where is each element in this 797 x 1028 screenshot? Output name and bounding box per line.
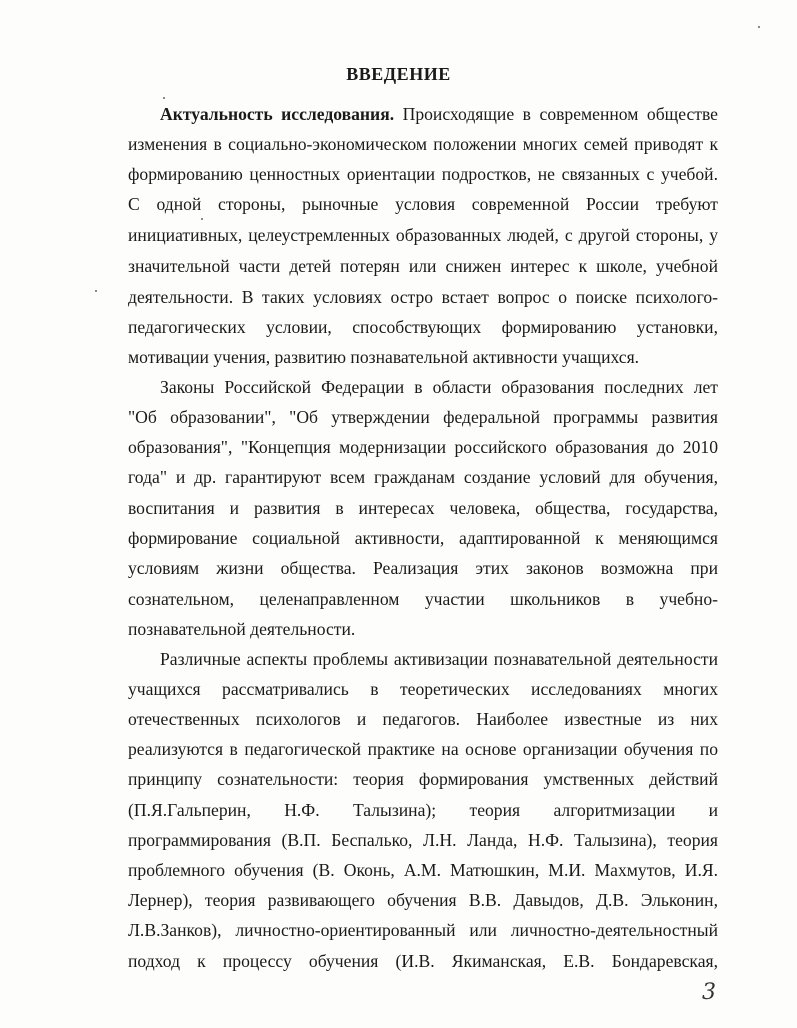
text-line: С одной стороны, рыночные условия современной России требуют: [128, 194, 718, 214]
text-line: принципу сознательности: теория формирования умственных действий: [128, 769, 718, 789]
text-line: программирования (В.П. Беспалько, Л.Н. Ланда, Н.Ф. Талызина), теория: [128, 830, 718, 850]
text-line: отечественных психологов и педагогов. Наиболее известные из них: [128, 709, 718, 729]
text-line: педагогических условии, способствующих формированию установки,: [128, 317, 718, 337]
text-line: реализуются в педагогической практике на основе организации обучения по: [128, 739, 718, 759]
section-title: ВВЕДЕНИЕ: [346, 64, 451, 84]
text-line: "Об образовании", "Об утверждении федеральной программы развития: [128, 407, 718, 427]
text-line: инициативных, целеустремленных образованных людей, с другой стороны, у: [128, 225, 718, 245]
page-number: 3: [702, 980, 716, 1005]
text-line: Происходящие в современном обществе: [394, 104, 718, 124]
text-line: познавательной деятельности.: [128, 619, 356, 639]
text-line: (П.Я.Гальперин, Н.Ф. Талызина); теория алгоритмизации и: [128, 800, 718, 820]
text-line: года" и др. гарантируют всем гражданам создание условий для обучения,: [128, 467, 718, 487]
text-line: Различные аспекты проблемы активизации познавательной деятельности: [160, 649, 718, 669]
text-line: условиям жизни общества. Реализация этих законов возможна при: [128, 558, 718, 578]
text-line: Законы Российской Федерации в области образования последних лет: [160, 377, 718, 397]
text-line: формированию ценностных ориентации подростков, не связанных с учебой.: [128, 164, 718, 184]
text-line: изменения в социально-экономическом положении многих семей приводят к: [128, 134, 718, 154]
text-line: значительной части детей потерян или снижен интерес к школе, учебной: [128, 256, 718, 276]
scan-speck: [201, 218, 203, 220]
text-line: образования", "Концепция модернизации российского образования до 2010: [128, 437, 718, 457]
scan-speck: [95, 290, 97, 292]
scan-speck: [163, 97, 165, 99]
text-line: формирование социальной активности, адаптированной к меняющимся: [128, 528, 718, 548]
text-line: подход к процессу обучения (И.В. Якиманская, Е.В. Бондаревская,: [128, 951, 718, 971]
text-line: проблемного обучения (В. Оконь, А.М. Матюшкин, М.И. Махмутов, И.Я.: [128, 860, 718, 880]
text-line: учащихся рассматривались в теоретических исследованиях многих: [128, 679, 718, 699]
scan-speck: [758, 26, 760, 28]
text-line: сознательном, целенаправленном участии школьников в учебно-: [128, 589, 718, 609]
text-line: Л.В.Занков), личностно-ориентированный или личностно-деятельностный: [128, 920, 718, 940]
lead-bold-heading: Актуальность исследования.: [160, 104, 395, 124]
text-line: мотивации учения, развитию познавательной активности учащихся.: [128, 347, 640, 367]
text-line: воспитания и развития в интересах человека, общества, государства,: [128, 498, 718, 518]
text-line: Лернер), теория развивающего обучения В.В. Давыдов, Д.В. Эльконин,: [128, 890, 718, 910]
paragraph-1-line-1: [160, 103, 718, 125]
text-line: деятельности. В таких условиях остро встает вопрос о поиске психолого-: [128, 287, 718, 307]
